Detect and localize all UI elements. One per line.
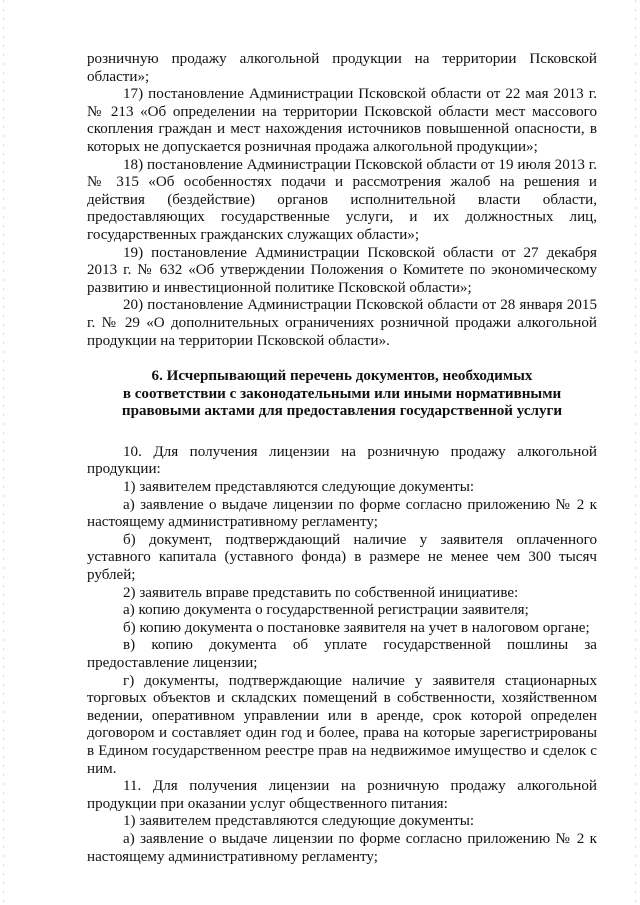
paragraphs-before-heading	[87, 51, 597, 350]
paragraphs-after-heading	[87, 444, 597, 866]
paragraph: розничную продажу алкогольной продукции на территории Псковской области»;	[87, 51, 597, 85]
section-heading	[87, 368, 597, 421]
section-heading-line: в соответствии с законодательными или иными нормативными	[122, 385, 562, 402]
paragraph: б) документ, подтверждающий наличие у заявителя оплаченного уставного капитала (уставного фонда) в размере не менее чем 300 тысяч рублей;	[87, 531, 597, 584]
paragraph: 1) заявителем представляются следующие документы:	[123, 479, 475, 496]
paragraph: а) заявление о выдаче лицензии по форме согласно приложению № 2 к настоящему административному регламенту;	[87, 830, 597, 865]
paragraph: а) копию документа о государственной регистрации заявителя;	[123, 602, 529, 619]
paragraph: 2) заявитель вправе представить по собственной инициативе:	[123, 584, 519, 601]
paragraph: 11. Для получения лицензии на розничную продажу алкогольной продукции при оказании услуг общественного питания:	[87, 778, 597, 812]
paragraph: б) копию документа о постановке заявителя на учет в налоговом органе;	[123, 619, 590, 636]
paragraph: 10. Для получения лицензии на розничную продажу алкогольной продукции:	[87, 443, 597, 478]
paragraph: а) заявление о выдаче лицензии по форме согласно приложению № 2 к настоящему административному регламенту;	[87, 496, 597, 531]
spacer	[87, 433, 597, 444]
paragraph: 18) постановление Администрации Псковской области от 19 июля 2013 г. № 315 «Об особенностях подачи и рассмотрения жалоб на решения и действия (бездействие) органов исполнительной власти области, предоставляющих государственные услуги, и их должностных лиц, государственных гражданских служащих области»;	[87, 156, 597, 243]
paragraph: 1) заявителем представляются следующие документы:	[123, 813, 475, 830]
paragraph: г) документы, подтверждающие наличие у заявителя стационарных торговых объектов и складских помещений в собственности, хозяйственном ведении, оперативном управлении или в аренде, срок которой определен договором и составляет один год и более, права на которые зарегистрированы в Едином государственном реестре прав на недвижимое имущество и сделок с ним.	[87, 672, 597, 777]
left-edge-scan-marks	[3, 0, 4, 905]
paragraph: 20) постановление Администрации Псковской области от 28 января 2015 г. № 29 «О дополнительных ограничениях розничной продажи алкогольной продукции на территории Псковской области».	[87, 297, 597, 349]
paragraph: в) копию документа об уплате государственной пошлины за предоставление лицензии;	[87, 637, 597, 671]
document-page	[87, 51, 597, 866]
right-edge-scan-marks	[635, 0, 636, 905]
section-heading-line: 6. Исчерпывающий перечень документов, необходимых	[151, 368, 533, 385]
paragraph: 17) постановление Администрации Псковской области от 22 мая 2013 г. № 213 «Об определении на территории Псковской области мест массового скопления граждан и мест нахождения источников повышенной опасности, в которых не допускается розничная продажа алкогольной продукции»;	[87, 86, 597, 155]
section-heading-line: правовыми актами для предоставления государственной услуги	[121, 403, 563, 420]
paragraph: 19) постановление Администрации Псковской области от 27 декабря 2013 г. № 632 «Об утверждении Положения о Комитете по экономическому развитию и инвестиционной политике Псковской области»;	[87, 244, 597, 296]
